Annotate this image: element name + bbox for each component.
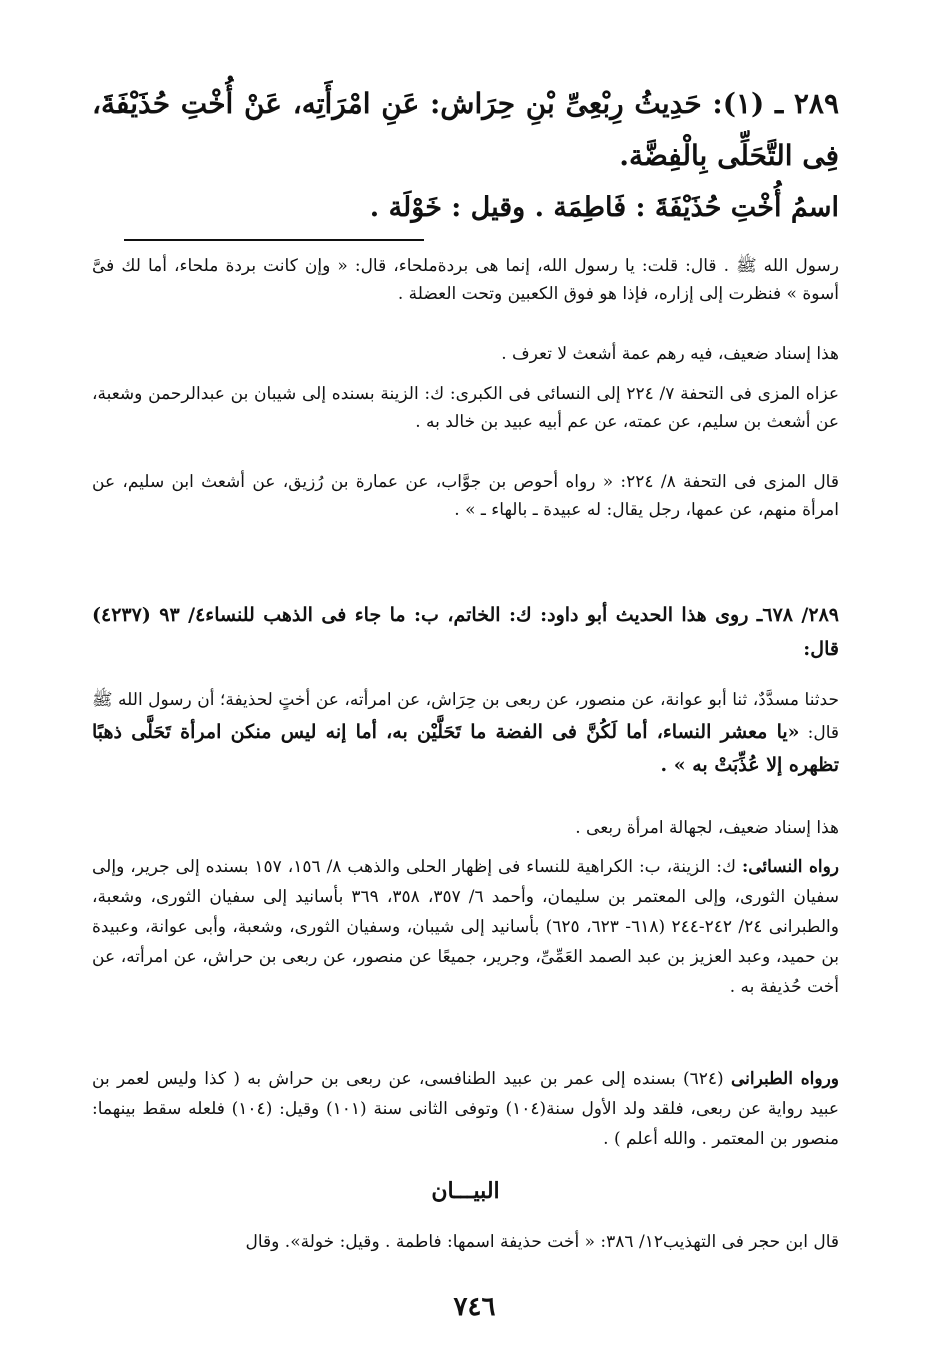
bayan-text: قال ابن حجر فى التهذيب١٢/ ٣٨٦: « أخت حذيفة اسمها: فاطمة . وقيل: خولة». وقال	[245, 1232, 839, 1252]
hadith-chain	[92, 684, 839, 782]
footnote-4: قال المزى فى التحفة ٨/ ٢٢٤: « رواه أحوص بن جوَّاب، عن عمارة بن رُزيق، عن أشعث ابن سليم، عن امرأة منهم، عن عمها، رجل يقال: له عبيدة ـ بالهاء ـ » .	[92, 472, 839, 520]
bayan-section-title: البيـــان	[431, 1178, 500, 1204]
nasai-label: رواه النسائى:	[741, 857, 839, 877]
tabarani-label: ورواه الطبرانى	[730, 1069, 839, 1089]
footnote-3: عزاه المزى فى التحفة ٧/ ٢٢٤ إلى النسائى فى الكبرى: ك: الزينة بسنده إلى شيبان بن عبدالرحمن وشعبة، عن أشعث بن سليم، عن عمته، عن عم أبيه عبيد بن خالد به .	[92, 384, 839, 432]
sister-name-line: اسمُ أُخْتِ حُذَيْفَةَ : فَاطِمَة . وقيل : خَوْلَة .	[369, 192, 839, 223]
page-number: ٧٤٦	[453, 1292, 496, 1322]
weak-isnad-note: هذا إسناد ضعيف، لجهالة امرأة ربعى .	[575, 818, 839, 838]
tabarani-text: (٦٢٤) بسنده إلى عمر بن عبيد الطنافسى، عن ربعى بن حراش به ( كذا وليس لعمر بن عبيد رواية عن ربعى، فلقد ولد الأول سنة(١٠٤) وتوفى الثانى سنة (١٠١) وقيل: (١٠٤) فلعله سقط بينهما: منصور بن المعتمر . والله أعلم ) .	[92, 1069, 840, 1149]
footnote-1: رسول الله ﷺ . قال: قلت: يا رسول الله، إنما هى بردةملحاء، قال: « وإن كانت بردة ملحاء، أما لك فىَّ أسوة » فنظرت إلى إزاره، فإذا هو فوق الكعبين وتحت العضلة .	[92, 256, 839, 304]
hadith-heading: ٢٨٩ ـ (١): حَدِيثُ رِبْعِىِّ بْنِ حِرَاش: عَنِ امْرَأَتِه، عَنْ أُخْتِ حُذَيْفَةَ، فِى التَّحَلِّى بِالْفِضَّة.	[92, 87, 839, 172]
footnote-2: هذا إسناد ضعيف، فيه رهم عمة أشعث لا تعرف .	[501, 344, 839, 364]
hadith-text: حدثنا مسدَّدٌ، ثنا أبو عوانة، عن منصور، عن ربعى بن حِرَاش، عن امرأته، عن أختٍ لحذيفة؛ أن رسول الله ﷺ قال:	[92, 690, 839, 743]
nasai-text: ك: الزينة، ب: الكراهية للنساء فى إظهار الحلى والذهب ٨/ ١٥٦، ١٥٧ بسنده إلى جرير، وإلى سفيان الثورى، وإلى المعتمر بن سليمان، وأحمد ٦/ ٣٥٧، ٣٥٨، ٣٦٩ بأسانيد إلى سفيان الثورى، وشعبة، والطبرانى ٢٤/ ٢٤٢-٢٤٤ (٦١٨- ٦٢٣، ٦٢٥) بأسانيد إلى شيبان، وسفيان الثورى، وشعبة، وأبى عوانة، وعبيدة بن حميد، وعبد العزيز بن عبد الصمد العَمِّىِّ، وجرير، جميعًا عن منصور، عن ربعى بن حراش، عن امرأته، عن أخت حُذيفة به .	[92, 857, 839, 997]
footnote-divider	[124, 239, 424, 241]
abu-dawud-title: ٢٨٩/ ٦٧٨ـ روى هذا الحديث أبو داود: ك: الخاتم، ب: ما جاء فى الذهب للنساء٤/ ٩٣ (٤٢٣٧) قال:	[92, 604, 840, 660]
hadith-quote: «يا معشر النساء، أما لَكُنَّ فى الفضة ما تَحَلَّيْن به، أما إنه ليس منكن امرأة تَحَلَّى ذهبًا تظهره إلا عُذِّبَتْ به » .	[92, 721, 839, 776]
nasai-paragraph	[92, 852, 839, 1002]
tabarani-paragraph	[92, 1064, 839, 1154]
